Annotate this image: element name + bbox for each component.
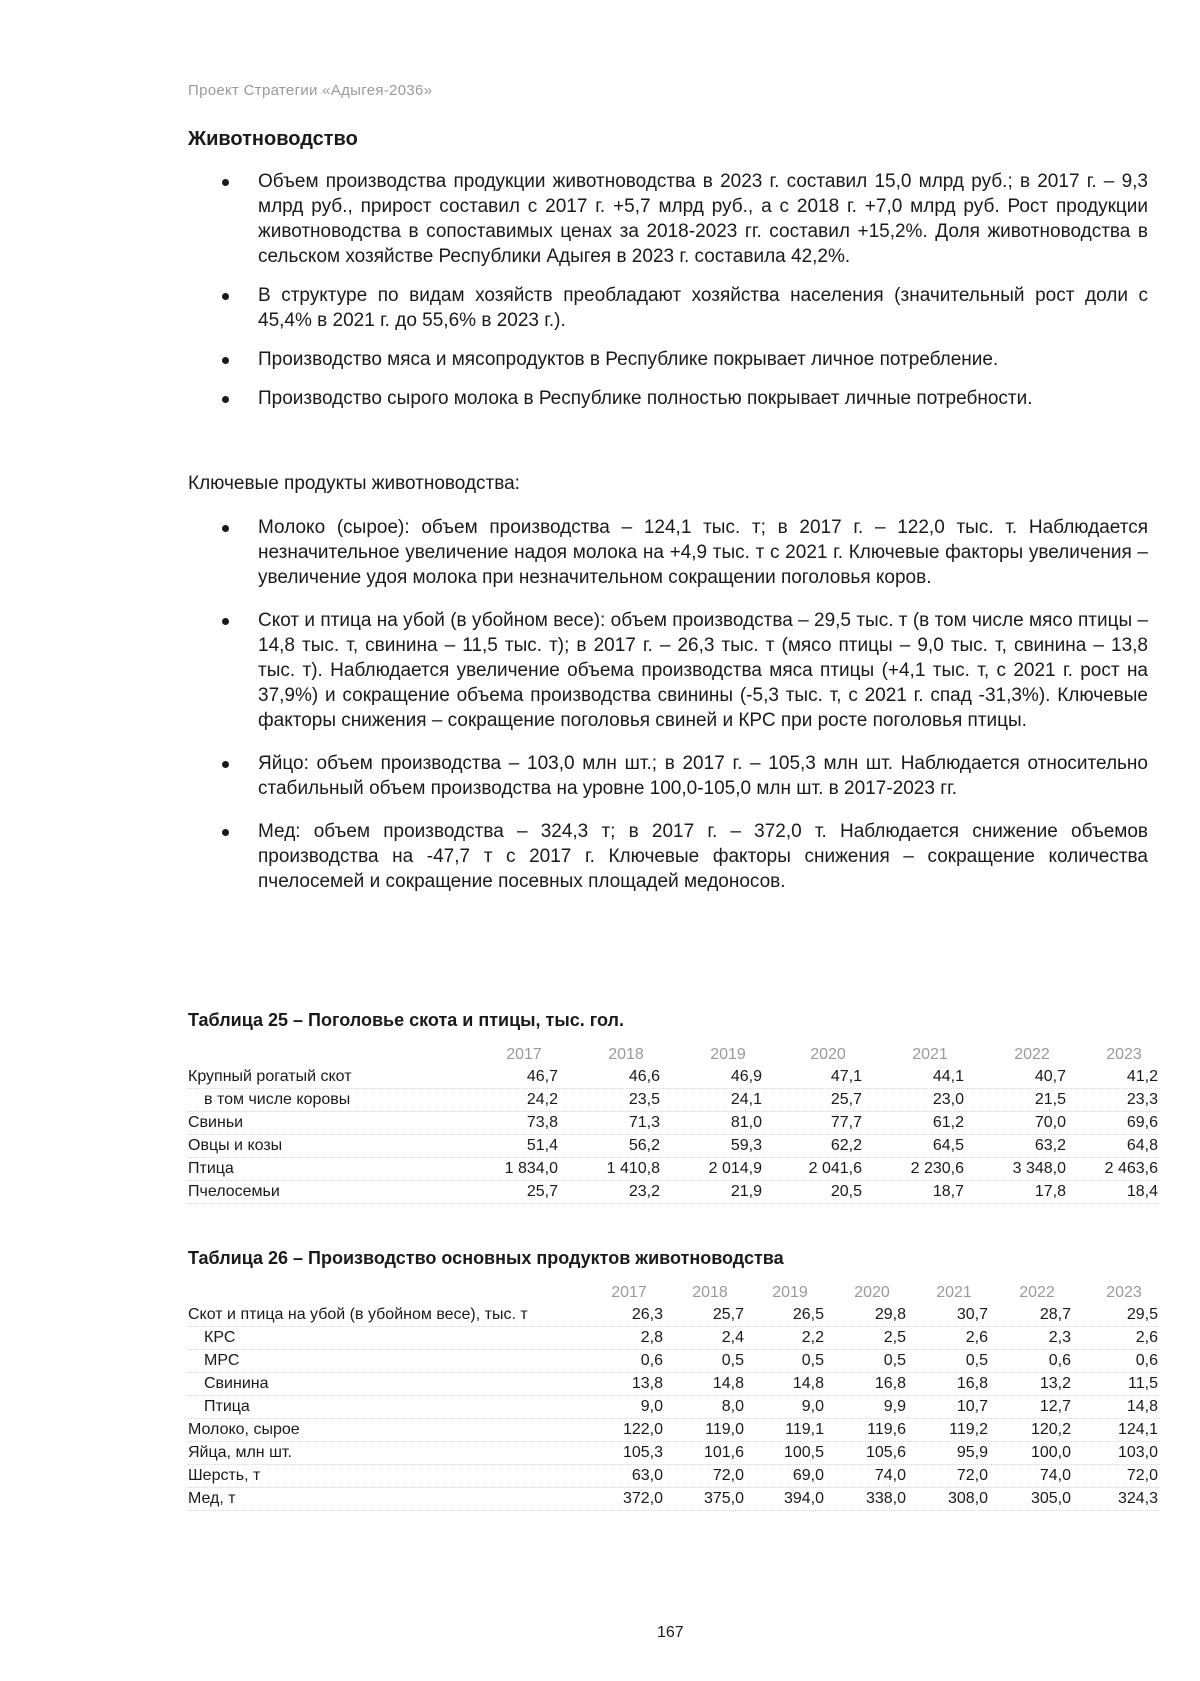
year-header-cell: 2022 bbox=[1014, 1046, 1050, 1063]
value-cell: 119,0 bbox=[705, 1421, 744, 1438]
row-label: Крупный рогатый скот bbox=[188, 1068, 352, 1085]
value-cell: 25,7 bbox=[712, 1306, 744, 1323]
row-label: Пчелосемьи bbox=[188, 1183, 280, 1200]
value-cell: 46,6 bbox=[628, 1068, 660, 1085]
row-label: Шерсть, т bbox=[188, 1467, 261, 1484]
value-cell: 56,2 bbox=[628, 1137, 660, 1154]
value-cell: 9,9 bbox=[883, 1398, 906, 1415]
value-cell: 2 463,6 bbox=[1104, 1160, 1158, 1177]
value-cell: 0,6 bbox=[1048, 1352, 1071, 1369]
bullet-item bbox=[188, 819, 1148, 894]
value-cell: 105,6 bbox=[865, 1444, 906, 1461]
table-header-row bbox=[188, 1282, 1160, 1304]
value-cell: 72,0 bbox=[1126, 1467, 1158, 1484]
row-label: Свинина bbox=[204, 1375, 269, 1392]
value-cell: 21,9 bbox=[730, 1183, 762, 1200]
bullet-text: Скот и птица на убой (в убойном весе): объем производства – 29,5 тыс. т (в том числе мясо птицы – 14,8 тыс. т, свинина – 11,5 тыс. т); в 2017 г. – 26,3 тыс. т (мясо птицы – 9,0 тыс. т, свинина – 13,8 тыс. т). Наблюдается увеличение объема производства мяса птицы (+4,1 тыс. т, с 2021 г. рост на 37,9%) и сокращение объема производства свинины (-5,3 тыс. т, с 2021 г. спад -31,3%). Ключевые факторы снижения – сокращение поголовья свиней и КРС при росте поголовья птицы. bbox=[258, 610, 1148, 731]
value-cell: 100,0 bbox=[1030, 1444, 1071, 1461]
value-cell: 338,0 bbox=[865, 1490, 906, 1507]
value-cell: 64,5 bbox=[932, 1137, 964, 1154]
value-cell: 2,8 bbox=[640, 1329, 663, 1346]
table-row bbox=[188, 1089, 1160, 1112]
value-cell: 20,5 bbox=[830, 1183, 862, 1200]
value-cell: 73,8 bbox=[526, 1114, 558, 1131]
value-cell: 11,5 bbox=[1128, 1375, 1158, 1392]
value-cell: 23,0 bbox=[932, 1091, 964, 1108]
key-products-bullet-list bbox=[188, 515, 1148, 894]
year-header-cell: 2019 bbox=[772, 1284, 808, 1301]
value-cell: 72,0 bbox=[956, 1467, 988, 1484]
value-cell: 10,7 bbox=[956, 1398, 988, 1415]
bullet-text: Яйцо: объем производства – 103,0 млн шт.; в 2017 г. – 105,3 млн шт. Наблюдается относительно стабильный объем производства на уровне 100,0-105,0 млн шт. в 2017-2023 гг. bbox=[258, 753, 1148, 799]
year-header-cell: 2018 bbox=[608, 1046, 644, 1063]
row-label: Птица bbox=[204, 1398, 250, 1415]
value-cell: 103,0 bbox=[1117, 1444, 1158, 1461]
value-cell: 0,5 bbox=[883, 1352, 906, 1369]
value-cell: 17,8 bbox=[1034, 1183, 1066, 1200]
value-cell: 23,2 bbox=[628, 1183, 660, 1200]
value-cell: 63,0 bbox=[631, 1467, 663, 1484]
year-header-cell: 2022 bbox=[1019, 1284, 1055, 1301]
bullet-item bbox=[188, 347, 1148, 372]
value-cell: 81,0 bbox=[730, 1114, 762, 1131]
table-row bbox=[188, 1066, 1160, 1089]
value-cell: 18,4 bbox=[1126, 1183, 1158, 1200]
bullet-dot-icon bbox=[222, 396, 229, 403]
value-cell: 46,9 bbox=[730, 1068, 762, 1085]
value-cell: 1 410,8 bbox=[606, 1160, 660, 1177]
bullet-text: Объем производства продукции животноводства в 2023 г. составил 15,0 млрд руб.; в 2017 г. – 9,3 млрд руб., прирост составил с 2017 г. +5,7 млрд руб., а с 2018 г. +7,0 млрд руб. Рост продукции животноводства в сопоставимых ценах за 2018-2023 гг. составил +15,2%. Доля животноводства в сельском хозяйстве Республики Адыгея в 2023 г. составила 42,2%. bbox=[258, 171, 1148, 267]
value-cell: 24,1 bbox=[730, 1091, 762, 1108]
year-header-cell: 2018 bbox=[692, 1284, 728, 1301]
value-cell: 308,0 bbox=[947, 1490, 988, 1507]
year-header-cell: 2019 bbox=[710, 1046, 746, 1063]
table-row bbox=[188, 1304, 1160, 1327]
value-cell: 120,2 bbox=[1030, 1421, 1071, 1438]
value-cell: 61,2 bbox=[932, 1114, 964, 1131]
bullet-item bbox=[188, 169, 1148, 269]
bullet-dot-icon bbox=[222, 618, 229, 625]
value-cell: 2 014,9 bbox=[708, 1160, 762, 1177]
table-25 bbox=[188, 1044, 1160, 1204]
bullet-dot-icon bbox=[222, 293, 229, 300]
bullet-item bbox=[188, 608, 1148, 733]
value-cell: 14,8 bbox=[712, 1375, 744, 1392]
value-cell: 77,7 bbox=[830, 1114, 862, 1131]
bullet-item bbox=[188, 515, 1148, 590]
value-cell: 64,8 bbox=[1126, 1137, 1158, 1154]
bullet-text: Производство мяса и мясопродуктов в Республике покрывает личное потребление. bbox=[258, 349, 999, 370]
year-header-cell: 2023 bbox=[1106, 1284, 1142, 1301]
value-cell: 0,6 bbox=[1135, 1352, 1158, 1369]
row-label: Молоко, сырое bbox=[188, 1421, 300, 1438]
value-cell: 2,4 bbox=[721, 1329, 744, 1346]
value-cell: 23,5 bbox=[628, 1091, 660, 1108]
value-cell: 13,2 bbox=[1039, 1375, 1071, 1392]
value-cell: 47,1 bbox=[830, 1068, 862, 1085]
table-row bbox=[188, 1135, 1160, 1158]
value-cell: 0,5 bbox=[801, 1352, 824, 1369]
year-header-cell: 2017 bbox=[506, 1046, 542, 1063]
table-26-caption: Таблица 26 – Производство основных продуктов животноводства bbox=[188, 1248, 784, 1268]
value-cell: 74,0 bbox=[874, 1467, 906, 1484]
value-cell: 21,5 bbox=[1034, 1091, 1066, 1108]
table-row bbox=[188, 1396, 1160, 1419]
value-cell: 26,3 bbox=[631, 1306, 663, 1323]
value-cell: 2,6 bbox=[1135, 1329, 1158, 1346]
row-label: Овцы и козы bbox=[188, 1137, 283, 1154]
value-cell: 16,8 bbox=[956, 1375, 988, 1392]
year-header-cell: 2023 bbox=[1106, 1046, 1142, 1063]
value-cell: 375,0 bbox=[703, 1490, 744, 1507]
value-cell: 9,0 bbox=[801, 1398, 824, 1415]
table-26 bbox=[188, 1282, 1160, 1511]
value-cell: 2,3 bbox=[1048, 1329, 1071, 1346]
value-cell: 51,4 bbox=[526, 1137, 558, 1154]
value-cell: 8,0 bbox=[721, 1398, 744, 1415]
bullet-dot-icon bbox=[222, 829, 229, 836]
value-cell: 72,0 bbox=[712, 1467, 744, 1484]
bullet-dot-icon bbox=[222, 761, 229, 768]
value-cell: 324,3 bbox=[1117, 1490, 1158, 1507]
value-cell: 44,1 bbox=[932, 1068, 964, 1085]
bullet-text: Производство сырого молока в Республике полностью покрывает личные потребности. bbox=[258, 388, 1033, 409]
row-label: Свиньи bbox=[188, 1114, 244, 1131]
value-cell: 26,5 bbox=[792, 1306, 824, 1323]
value-cell: 62,2 bbox=[830, 1137, 862, 1154]
table-row bbox=[188, 1158, 1160, 1181]
row-label: КРС bbox=[204, 1329, 236, 1346]
year-header-cell: 2017 bbox=[611, 1284, 647, 1301]
value-cell: 124,1 bbox=[1117, 1421, 1158, 1438]
row-label: в том числе коровы bbox=[204, 1091, 351, 1108]
section-title: Животноводство bbox=[188, 128, 358, 150]
row-label: Мед, т bbox=[188, 1490, 236, 1507]
value-cell: 29,8 bbox=[874, 1306, 906, 1323]
value-cell: 46,7 bbox=[526, 1068, 558, 1085]
table-row bbox=[188, 1373, 1160, 1396]
year-header-cell: 2021 bbox=[912, 1046, 948, 1063]
value-cell: 101,6 bbox=[703, 1444, 744, 1461]
value-cell: 71,3 bbox=[628, 1114, 660, 1131]
value-cell: 2 041,6 bbox=[808, 1160, 862, 1177]
value-cell: 28,7 bbox=[1039, 1306, 1071, 1323]
year-header-cell: 2020 bbox=[854, 1284, 890, 1301]
key-products-label: Ключевые продукты животноводства: bbox=[188, 473, 520, 494]
value-cell: 100,5 bbox=[783, 1444, 824, 1461]
table-row bbox=[188, 1181, 1160, 1204]
value-cell: 1 834,0 bbox=[504, 1160, 558, 1177]
value-cell: 25,7 bbox=[830, 1091, 862, 1108]
value-cell: 13,8 bbox=[631, 1375, 663, 1392]
value-cell: 23,3 bbox=[1126, 1091, 1158, 1108]
value-cell: 305,0 bbox=[1030, 1490, 1071, 1507]
value-cell: 119,6 bbox=[867, 1421, 906, 1438]
value-cell: 2,6 bbox=[965, 1329, 988, 1346]
value-cell: 63,2 bbox=[1034, 1137, 1066, 1154]
value-cell: 122,0 bbox=[622, 1421, 663, 1438]
table-row bbox=[188, 1350, 1160, 1373]
table-row bbox=[188, 1465, 1160, 1488]
table-row bbox=[188, 1327, 1160, 1350]
year-header-cell: 2020 bbox=[810, 1046, 846, 1063]
row-label: МРС bbox=[204, 1352, 240, 1369]
value-cell: 41,2 bbox=[1126, 1068, 1158, 1085]
value-cell: 30,7 bbox=[956, 1306, 988, 1323]
bullet-item bbox=[188, 386, 1148, 411]
table-25-caption: Таблица 25 – Поголовье скота и птицы, тыс. гол. bbox=[188, 1010, 624, 1030]
page-number: 167 bbox=[657, 1624, 684, 1641]
row-label: Птица bbox=[188, 1160, 234, 1177]
bullet-dot-icon bbox=[222, 179, 229, 186]
value-cell: 372,0 bbox=[622, 1490, 663, 1507]
bullet-text: В структуре по видам хозяйств преобладают хозяйства населения (значительный рост доли с 45,4% в 2021 г. до 55,6% в 2023 г.). bbox=[258, 285, 1148, 331]
value-cell: 119,1 bbox=[785, 1421, 824, 1438]
value-cell: 3 348,0 bbox=[1012, 1160, 1066, 1177]
value-cell: 18,7 bbox=[932, 1183, 964, 1200]
value-cell: 2,5 bbox=[883, 1329, 906, 1346]
value-cell: 69,0 bbox=[792, 1467, 824, 1484]
summary-bullet-list bbox=[188, 169, 1148, 411]
value-cell: 2 230,6 bbox=[910, 1160, 964, 1177]
value-cell: 12,7 bbox=[1039, 1398, 1071, 1415]
table-header-row bbox=[188, 1044, 1160, 1066]
value-cell: 0,6 bbox=[640, 1352, 663, 1369]
bullet-item bbox=[188, 751, 1148, 801]
year-header-cell: 2021 bbox=[936, 1284, 972, 1301]
value-cell: 0,5 bbox=[721, 1352, 744, 1369]
value-cell: 40,7 bbox=[1034, 1068, 1066, 1085]
table-row bbox=[188, 1419, 1160, 1442]
value-cell: 394,0 bbox=[783, 1490, 824, 1507]
row-label: Скот и птица на убой (в убойном весе), тыс. т bbox=[188, 1306, 528, 1323]
value-cell: 95,9 bbox=[956, 1444, 988, 1461]
value-cell: 69,6 bbox=[1126, 1114, 1158, 1131]
table-row bbox=[188, 1442, 1160, 1465]
value-cell: 29,5 bbox=[1126, 1306, 1158, 1323]
value-cell: 2,2 bbox=[801, 1329, 824, 1346]
value-cell: 74,0 bbox=[1039, 1467, 1071, 1484]
value-cell: 105,3 bbox=[622, 1444, 663, 1461]
bullet-dot-icon bbox=[222, 525, 229, 532]
running-header: Проект Стратегии «Адыгея-2036» bbox=[188, 82, 433, 99]
table-row bbox=[188, 1488, 1160, 1511]
value-cell: 16,8 bbox=[874, 1375, 906, 1392]
value-cell: 119,2 bbox=[949, 1421, 988, 1438]
bullet-text: Мед: объем производства – 324,3 т; в 2017 г. – 372,0 т. Наблюдается снижение объемов производства на -47,7 т с 2017 г. Ключевые факторы снижения – сокращение количества пчелосемей и сокращение посевных площадей медоносов. bbox=[258, 821, 1148, 892]
row-label: Яйца, млн шт. bbox=[188, 1444, 292, 1461]
bullet-dot-icon bbox=[222, 357, 229, 364]
value-cell: 59,3 bbox=[730, 1137, 762, 1154]
value-cell: 9,0 bbox=[640, 1398, 663, 1415]
value-cell: 24,2 bbox=[526, 1091, 558, 1108]
table-row bbox=[188, 1112, 1160, 1135]
value-cell: 0,5 bbox=[965, 1352, 988, 1369]
value-cell: 70,0 bbox=[1034, 1114, 1066, 1131]
value-cell: 14,8 bbox=[1126, 1398, 1158, 1415]
value-cell: 25,7 bbox=[526, 1183, 558, 1200]
value-cell: 14,8 bbox=[792, 1375, 824, 1392]
bullet-text: Молоко (сырое): объем производства – 124,1 тыс. т; в 2017 г. – 122,0 тыс. т. Наблюдается незначительное увеличение надоя молока на +4,9 тыс. т с 2021 г. Ключевые факторы увеличения – увеличение удоя молока при незначительном сокращении поголовья коров. bbox=[258, 517, 1148, 588]
bullet-item bbox=[188, 283, 1148, 333]
